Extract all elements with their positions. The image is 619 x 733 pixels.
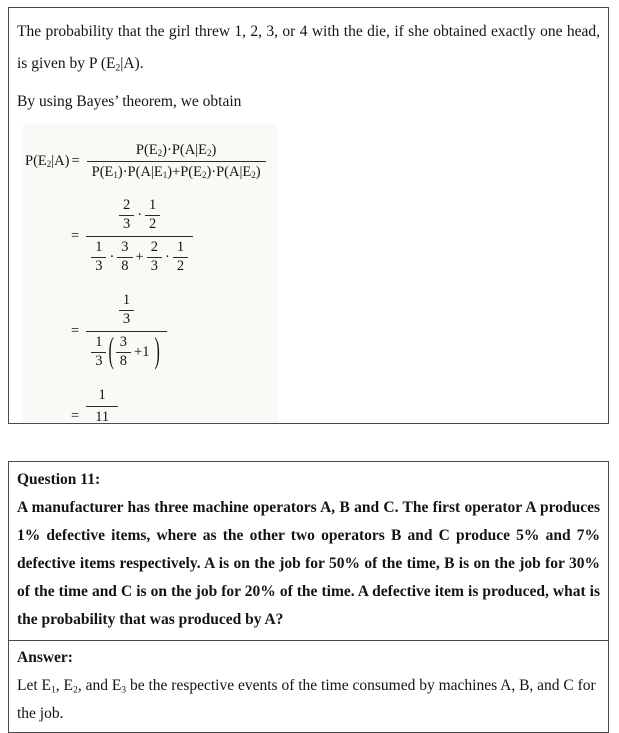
numerator [86,195,193,237]
math-lhs: $P(E_2|A)$ [25,153,70,170]
numerator: 1 [91,239,106,258]
question-paragraph: A manufacturer has three machine operators A, B and C. The first operator A produces 1% defective items, where as the other two operators B and C produce 5% and 7% defective items respectively. A is on the job for 50% of the time, B is on the job for 30% of the time and C is on the job for 20% of the time. A defective item is produced, what is the probability that was produced by A? [17,499,600,628]
math-line-3 [69,290,266,373]
statement-box [8,7,609,424]
question-section [9,462,608,640]
question-answer-box [8,461,609,733]
math-derivation [23,124,278,424]
numerator: $P(E_2)\cdot P(A|E_2)$ [87,140,266,162]
numerator: 1 [173,239,188,258]
fraction [91,334,106,371]
fraction [91,239,106,276]
equals-sign: = [71,408,80,424]
fraction [119,292,134,329]
plus-sign: + [135,249,144,265]
multiply-dot: · [109,249,115,265]
denominator: 2 [176,258,185,274]
multiply-dot: · [164,249,170,265]
math-line-1 [25,140,266,183]
denominator: 8 [121,258,129,274]
fraction [117,239,132,276]
fraction [145,197,160,234]
numerator: 1 [91,334,106,353]
denominator: 2 [149,216,157,232]
fraction [147,239,162,276]
fraction [87,140,266,183]
numerator: 1 [86,385,118,407]
answer-label: Answer: [17,649,73,666]
denominator [86,237,193,278]
question-label: Question 11: [17,471,101,488]
fraction [173,239,188,276]
numerator: 2 [147,239,162,258]
numerator: 3 [117,239,132,258]
plus-one-term: +1 [134,344,150,360]
denominator: $P(E_1)\cdot P(A|E_1)+P(E_2)\cdot P(A|E_2)$ [91,164,261,181]
denominator: 8 [119,353,128,369]
numerator: 3 [116,334,131,353]
answer-section [9,640,608,732]
fraction [86,385,118,424]
multiply-dot: · [137,207,143,223]
denominator: 3 [122,311,131,327]
denominator: 3 [122,216,131,232]
close-paren: ) [154,332,160,371]
fraction [119,197,134,234]
fraction [86,195,193,278]
equals-sign: = [71,228,80,244]
denominator: 3 [95,258,103,274]
open-paren: ( [108,332,114,371]
numerator: 1 [119,292,134,311]
denominator [86,332,167,373]
numerator: 2 [119,197,134,216]
denominator [86,407,118,424]
math-line-4 [69,385,266,424]
answer-paragraph: Let $E_1$, $E_2$, and $E_3$ be the respective events of the time consumed by machines A, B, and C for the job. [17,677,596,722]
fraction [116,334,131,371]
statement-paragraph: The probability that the girl threw 1, 2, 3, or 4 with the die, if she obtained exactly one head, is given by P $(E_2|A)$. [17,23,600,74]
numerator: 11 [91,409,113,424]
fraction [91,409,113,424]
fraction [86,290,167,373]
numerator [86,290,167,332]
denominator: 3 [95,353,103,369]
equals-sign: = [71,153,80,169]
denominator: 3 [150,258,158,274]
numerator: 1 [145,197,160,216]
bayes-intro-paragraph: By using Bayes’ theorem, we obtain [17,93,242,110]
equals-sign: = [71,323,80,339]
math-line-2 [69,195,266,278]
